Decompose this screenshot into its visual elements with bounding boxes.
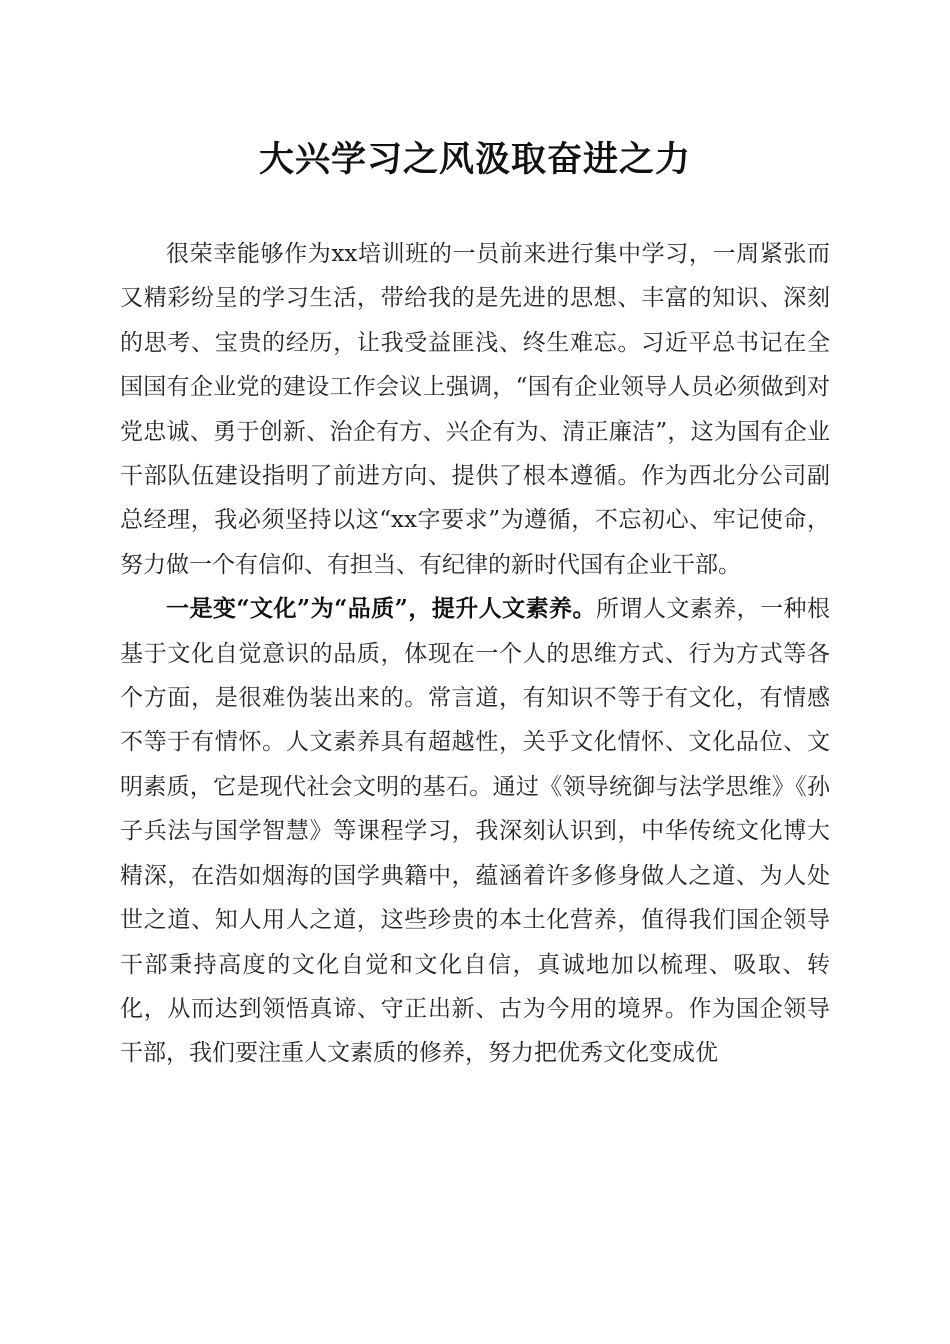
- paragraph-point-one-text: 所谓人文素养，一种根基于文化自觉意识的品质，体现在一个人的思维方式、行为方式等各个方面，是很难伪装出来的。常言道，有知识不等于有文化，有情感不等于有情怀。人文素养具有超越性，关乎文化情怀、文化品位、文明素质，它是现代社会文明的基石。通过《领导统御与法学思维》《孙子兵法与国学智慧》等课程学习，我深刻认识到，中华传统文化博大精深，在浩如烟海的国学典籍中，蕴涵着许多修身做人之道、为人处世之道、知人用人之道，这些珍贵的本土化营养，值得我们国企领导干部秉持高度的文化自觉和文化自信，真诚地加以梳理、吸取、转化，从而达到领悟真谛、守正出新、古为今用的境界。作为国企领导干部，我们要注重人文素质的修养，努力把优秀文化变成优: [120, 596, 830, 1067]
- paragraph-point-one: [120, 587, 830, 1075]
- paragraph-intro: [120, 232, 830, 587]
- document-title: 大兴学习之风汲取奋进之力: [258, 139, 691, 180]
- paragraph-intro-text: 很荣幸能够作为xx培训班的一员前来进行集中学习，一周紧张而又精彩纷呈的学习生活，带给我的是先进的思想、丰富的知识、深刻的思考、宝贵的经历，让我受益匪浅、终生难忘。习近平总书记在全国国有企业党的建设工作会议上强调，“国有企业领导人员必须做到对党忠诚、勇于创新、治企有方、兴企有为、清正廉洁”，这为国有企业干部队伍建设指明了前进方向、提供了根本遵循。作为西北分公司副总经理，我必须坚持以这“xx字要求”为遵循，不忘初心、牢记使命，努力做一个有信仰、有担当、有纪律的新时代国有企业干部。: [120, 241, 830, 578]
- paragraph-point-one-lead: 一是变“文化”为“品质”，提升人文素养。: [166, 595, 596, 623]
- document-body: [120, 232, 830, 1076]
